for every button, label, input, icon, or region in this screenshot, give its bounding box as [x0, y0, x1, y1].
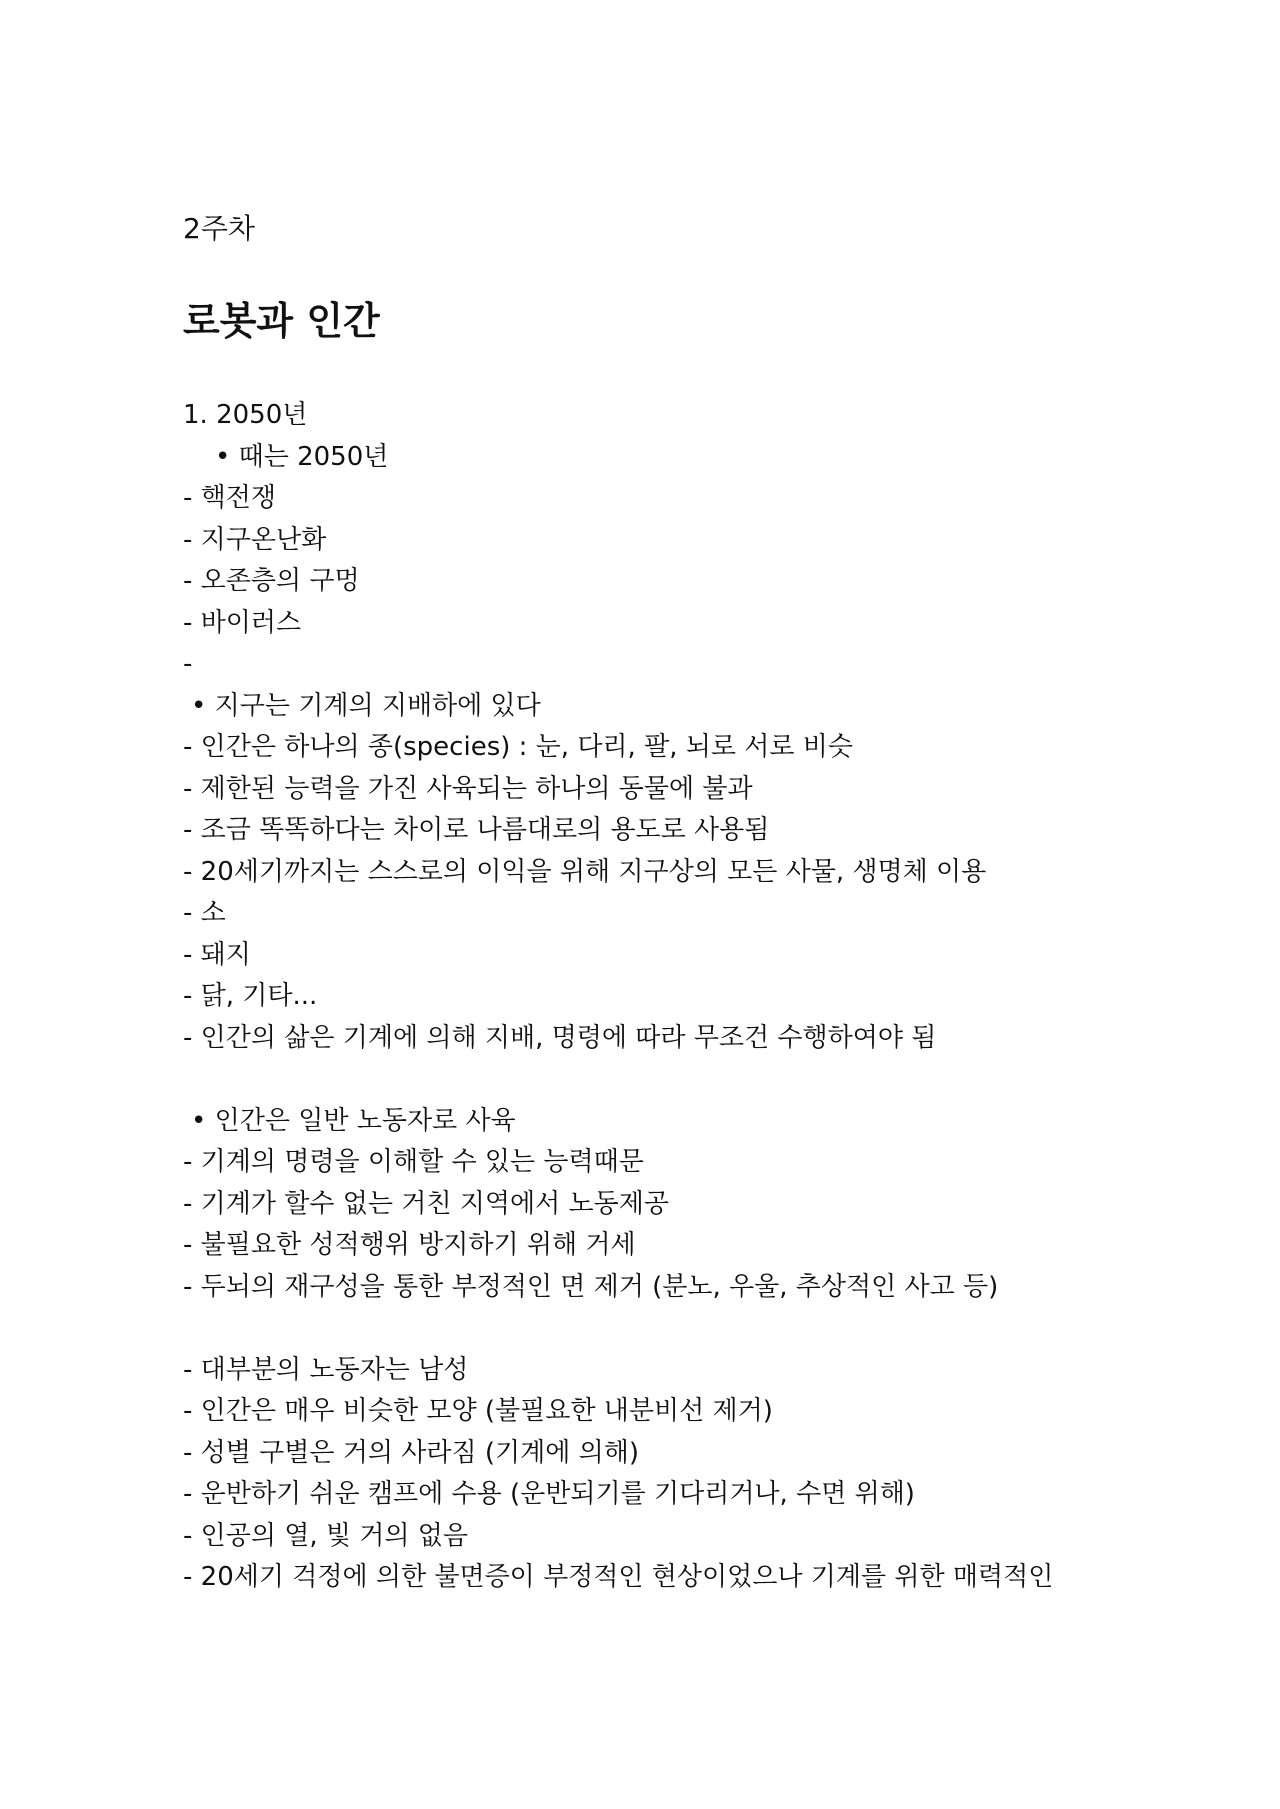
- blank-line: [183, 1308, 1183, 1350]
- document-title: 로봇과 인간: [183, 299, 380, 343]
- dash-list-item: - 성별 구별은 거의 사라짐 (기계에 의해): [183, 1437, 639, 1468]
- numbered-heading: 1. 2050년: [183, 400, 308, 430]
- dash-list-item: - 핵전쟁: [183, 483, 276, 513]
- document-page: [183, 205, 1183, 1599]
- document-body: [183, 395, 1183, 1599]
- dash-list-item: - 20세기 걱정에 의한 불면증이 부정적인 현상이었으나 기계를 위한 매력적인: [183, 1562, 1054, 1592]
- dash-list-item: - 불필요한 성적행위 방지하기 위해 거세: [183, 1230, 636, 1260]
- dash-list-item: - 인공의 열, 빛 거의 없음: [183, 1520, 469, 1551]
- blank-line: [183, 1059, 1183, 1101]
- dash-list-item: - 기계가 할수 없는 거친 지역에서 노동제공: [183, 1188, 669, 1219]
- dash-list-item: - 돼지: [183, 939, 251, 970]
- bullet-list-item: • 지구는 기계의 지배하에 있다: [191, 690, 541, 721]
- dash-list-item: - 인간은 하나의 종(species) : 눈, 다리, 팔, 뇌로 서로 비슷: [183, 732, 853, 762]
- dash-list-item: - 인간의 삶은 기계에 의해 지배, 명령에 따라 무조건 수행하여야 됨: [183, 1022, 937, 1053]
- week-label: 2주차: [183, 212, 255, 245]
- dash-list-item: - 지구온난화: [183, 524, 327, 555]
- dash-list-item: -: [183, 649, 193, 679]
- dash-list-item: - 대부분의 노동자는 남성: [183, 1354, 469, 1385]
- dash-list-item: - 두뇌의 재구성을 통한 부정적인 면 제거 (분노, 우울, 추상적인 사고 등): [183, 1271, 999, 1302]
- bullet-list-item: • 때는 2050년: [215, 441, 389, 472]
- dash-list-item: - 20세기까지는 스스로의 이익을 위해 지구상의 모든 사물, 생명체 이용: [183, 856, 987, 887]
- dash-list-item: - 바이러스: [183, 607, 302, 638]
- dash-list-item: - 제한된 능력을 가진 사육되는 하나의 동물에 불과: [183, 773, 753, 804]
- dash-list-item: - 기계의 명령을 이해할 수 있는 능력때문: [183, 1147, 644, 1177]
- dash-list-item: - 운반하기 쉬운 캠프에 수용 (운반되기를 기다리거나, 수면 위해): [183, 1479, 915, 1509]
- dash-list-item: - 인간은 매우 비슷한 모양 (불필요한 내분비선 제거): [183, 1396, 773, 1426]
- dash-list-item: - 오존층의 구멍: [183, 566, 360, 596]
- dash-list-item: - 조금 똑똑하다는 차이로 나름대로의 용도로 사용됨: [183, 815, 770, 845]
- bullet-list-item: • 인간은 일반 노동자로 사육: [191, 1105, 516, 1136]
- dash-list-item: - 소: [183, 898, 226, 928]
- dash-list-item: - 닭, 기타...: [183, 981, 318, 1011]
